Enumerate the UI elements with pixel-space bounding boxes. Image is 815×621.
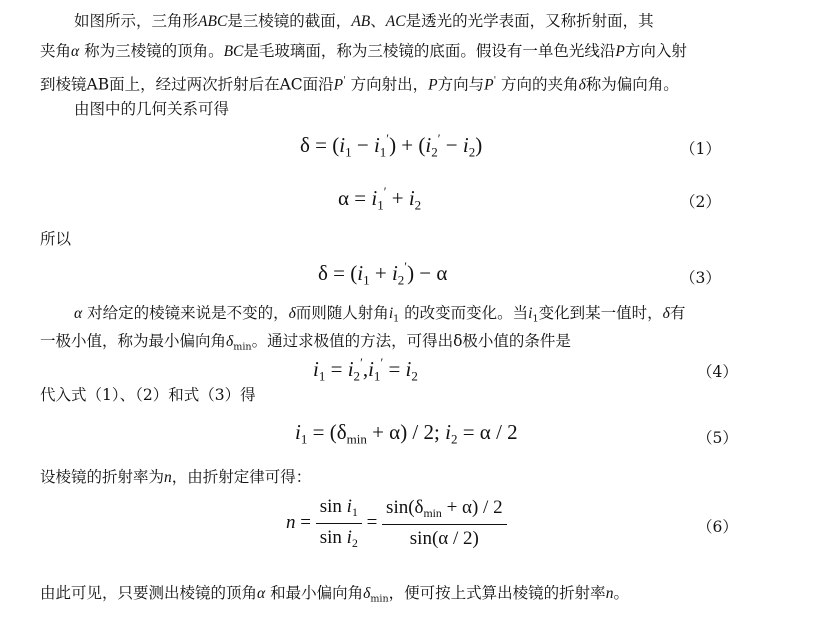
text: 。通过求极值的方法，可得出δ极小值的条件是 xyxy=(251,332,571,350)
text: 设棱镜的折射率为 xyxy=(40,468,165,486)
eq-sub: 2 xyxy=(431,144,438,160)
equation-1 xyxy=(300,132,482,160)
eq-var: i xyxy=(373,132,380,157)
text: ，便可按上式算出棱镜的折射率 xyxy=(388,584,606,602)
eq-text: − xyxy=(440,132,463,157)
eq-text: ) + ( xyxy=(389,132,426,157)
denominator xyxy=(316,524,362,551)
eq-var: i xyxy=(313,356,319,381)
equation-5 xyxy=(295,420,518,448)
fraction-sin-ratio xyxy=(316,496,362,551)
eq-var: n xyxy=(286,511,296,533)
text: 方向入射 xyxy=(624,42,687,60)
eq-prime: ′ xyxy=(404,260,408,274)
math-n: n xyxy=(164,469,172,486)
eq-text: α = xyxy=(338,185,372,210)
math-sub: min xyxy=(370,593,389,605)
eq-sub: 1 xyxy=(379,144,387,160)
eq-text: sin(δ xyxy=(386,497,424,519)
text: 夹角 xyxy=(40,42,72,60)
math-n: n xyxy=(605,585,614,602)
eq-text: + α) / 2 xyxy=(441,497,503,519)
text: 到棱镜AB面上，经过两次折射后在AC面沿 xyxy=(40,75,334,94)
eq-text: δ = ( xyxy=(300,132,340,157)
denominator: sin(α / 2) xyxy=(409,528,479,550)
math-sub: min xyxy=(233,341,252,353)
math-delta: δ xyxy=(288,305,296,322)
text: 称为三棱镜的顶角。 xyxy=(79,42,224,60)
math-ab: AB xyxy=(351,13,371,30)
text: 对给定的棱镜来说是不变的， xyxy=(82,304,289,322)
math-p: P xyxy=(615,43,625,60)
eq-sub: 2 xyxy=(414,197,422,213)
paragraph-3-line-1 xyxy=(74,302,685,330)
math-alpha: α xyxy=(74,305,83,322)
eq-text: sin xyxy=(319,496,347,517)
math-bc: BC xyxy=(223,43,244,60)
math-p-prime: P xyxy=(484,76,494,94)
equation-3-number: （3） xyxy=(680,269,721,287)
so-text: 所以 xyxy=(40,230,72,248)
eq-sub: 1 xyxy=(318,368,326,384)
text: 方向的夹角 xyxy=(496,75,579,94)
eq-sub: 1 xyxy=(363,272,370,288)
eq-sub: min xyxy=(423,507,442,521)
eq-text: sin xyxy=(319,527,347,549)
text: 和最小偏向角 xyxy=(265,584,364,602)
equation-2-number: （2） xyxy=(680,193,721,211)
eq-text: = xyxy=(383,356,406,381)
text: 称为偏向角。 xyxy=(585,75,679,94)
eq-prime: ′ xyxy=(380,356,384,370)
math-delta: δ xyxy=(578,76,586,94)
eq-text: , xyxy=(362,356,369,381)
equation-6-number: （6） xyxy=(697,518,738,536)
text: 是透光的光学表面，又称折射面，其 xyxy=(405,12,654,30)
paragraph-1-line-3 xyxy=(40,70,679,97)
eq-prime: ′ xyxy=(383,185,387,199)
equation-6 xyxy=(286,496,507,551)
prime-mark: ' xyxy=(343,75,346,86)
eq-text: = xyxy=(295,511,316,533)
math-sub: 1 xyxy=(393,313,400,325)
text: 一极小值，称为最小偏向角 xyxy=(40,332,227,350)
equation-4-number: （4） xyxy=(697,363,738,381)
eq-text: − xyxy=(351,132,374,157)
final-paragraph xyxy=(40,582,629,610)
math-delta: δ xyxy=(363,585,371,602)
eq-text: ) xyxy=(475,132,483,157)
substitute-text: 代入式（1）、（2）和式（3）得 xyxy=(40,386,256,404)
eq-prime: ′ xyxy=(386,132,390,146)
fraction-deviation xyxy=(382,497,507,550)
text: 方向射出， xyxy=(345,75,429,94)
eq-sub: 1 xyxy=(300,431,308,447)
eq-sub: 1 xyxy=(345,144,352,160)
math-p: P xyxy=(428,76,438,94)
eq-var: i xyxy=(368,356,374,381)
eq-sub: 1 xyxy=(377,197,384,213)
eq-text: ) − α xyxy=(407,260,448,285)
eq-sub: min xyxy=(346,431,367,447)
equation-1-number: （1） xyxy=(680,140,721,158)
eq-text: + xyxy=(386,185,409,210)
math-i: i xyxy=(528,305,533,322)
paragraph-2: 由图中的几何关系可得 xyxy=(74,100,230,118)
eq-sub: 2 xyxy=(353,368,361,384)
eq-var: i xyxy=(346,527,352,549)
eq-sub: 2 xyxy=(351,537,358,551)
text: 如图所示，三角形 xyxy=(74,12,199,30)
text: 而则随人射角 xyxy=(295,304,389,322)
eq-var: i xyxy=(357,260,364,285)
paragraph-4 xyxy=(40,466,311,489)
eq-text: = xyxy=(325,356,348,381)
numerator xyxy=(316,496,362,524)
eq-var: i xyxy=(346,496,352,517)
math-i: i xyxy=(388,305,394,322)
text: 方向与 xyxy=(437,75,485,94)
text: 。 xyxy=(613,584,629,602)
text: 是毛玻璃面，称为三棱镜的底面。假设有一单色光线沿 xyxy=(243,42,616,60)
numerator xyxy=(382,497,507,525)
eq-var: i xyxy=(405,356,412,381)
eq-text: = α / 2 xyxy=(457,420,518,444)
eq-var: i xyxy=(391,260,398,285)
math-ac: AC xyxy=(385,13,406,30)
text: 变化到某一值时， xyxy=(538,304,663,322)
eq-var: i xyxy=(371,185,378,210)
math-sub: 1 xyxy=(532,313,539,325)
text: 是三棱镜的截面， xyxy=(227,12,352,30)
eq-prime: ′ xyxy=(437,132,441,146)
math-delta: δ xyxy=(226,333,234,350)
math-abc: ABC xyxy=(198,13,228,30)
equation-4 xyxy=(313,356,418,384)
eq-sub: 2 xyxy=(397,272,405,288)
paragraph-1-line-2 xyxy=(40,40,687,63)
eq-text: = xyxy=(361,511,383,533)
text: 由此可见，只要测出棱镜的顶角 xyxy=(40,584,258,602)
eq-var: i xyxy=(445,420,451,444)
text: 的改变而变化。当 xyxy=(399,304,529,322)
eq-sub: 2 xyxy=(411,368,418,384)
eq-var: i xyxy=(408,185,415,210)
paragraph-1-line-1 xyxy=(74,10,654,33)
equation-2 xyxy=(338,185,421,213)
eq-prime: ′ xyxy=(360,356,363,370)
eq-text: = (δ xyxy=(307,420,347,444)
math-p-prime: P xyxy=(333,76,344,94)
eq-sub: 2 xyxy=(450,431,458,447)
eq-text: δ = ( xyxy=(318,260,358,285)
math-delta: δ xyxy=(662,305,670,322)
math-alpha: α xyxy=(71,43,80,60)
prime-mark: ' xyxy=(493,75,497,86)
eq-sub: 1 xyxy=(351,506,358,520)
text: ，由折射定律可得： xyxy=(171,468,312,486)
eq-sub: 1 xyxy=(373,368,381,384)
eq-var: i xyxy=(339,132,346,157)
paragraph-3-line-2 xyxy=(40,330,571,358)
eq-sub: 2 xyxy=(468,144,476,160)
eq-var: i xyxy=(295,420,301,444)
text: 有 xyxy=(669,304,686,322)
math-alpha: α xyxy=(257,585,266,602)
eq-var: i xyxy=(347,356,354,381)
equation-5-number: （5） xyxy=(697,429,738,447)
eq-var: i xyxy=(425,132,432,157)
eq-var: i xyxy=(462,132,469,157)
eq-text: + α) / 2; xyxy=(366,420,446,444)
equation-3 xyxy=(318,260,447,288)
text: 、 xyxy=(370,12,386,30)
eq-text: + xyxy=(369,260,392,285)
